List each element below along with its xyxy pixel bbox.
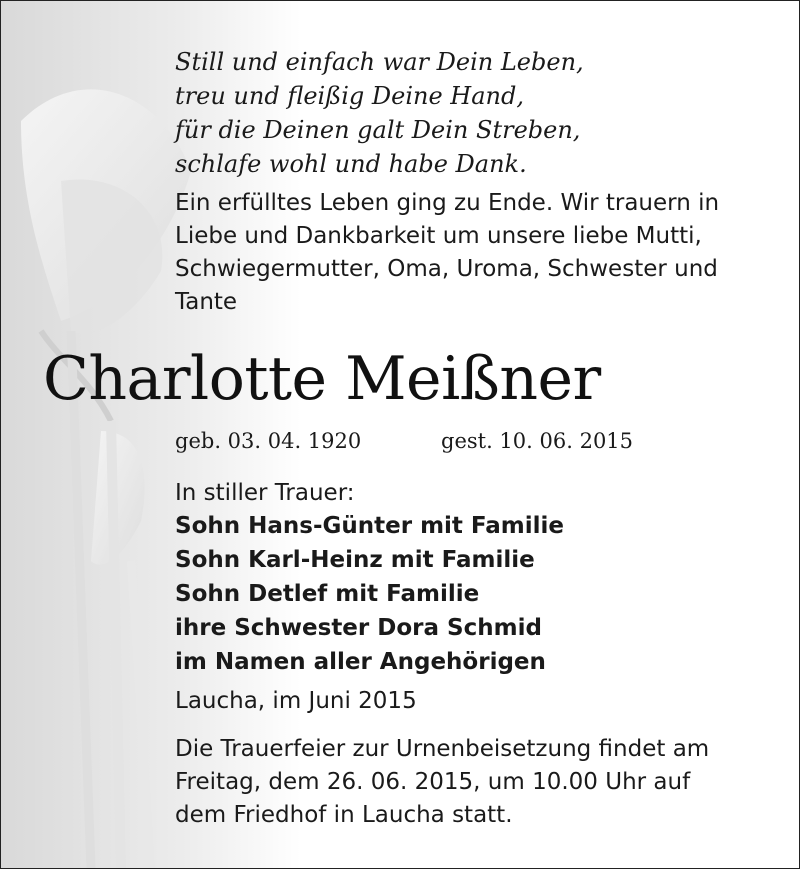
poem-line: schlafe wohl und habe Dank. [175, 150, 527, 178]
intro-line: Schwiegermutter, Oma, Uroma, Schwester und [175, 256, 718, 282]
mourner-entry: Sohn Karl-Heinz mit Familie [175, 547, 535, 573]
funeral-notice [175, 733, 709, 832]
intro-line: Tante [175, 289, 238, 315]
funeral-line: Freitag, dem 26. 06. 2015, um 10.00 Uhr auf [175, 769, 691, 795]
mourner-entry: Sohn Hans-Günter mit Familie [175, 513, 565, 539]
funeral-line: dem Friedhof in Laucha statt. [175, 802, 513, 828]
deceased-name: Charlotte Meißner [43, 344, 601, 414]
mourner-entry: im Namen aller Angehörigen [175, 649, 546, 675]
mourners-list [175, 510, 564, 680]
place-date: Laucha, im Juni 2015 [175, 688, 417, 714]
mourners-heading: In stiller Trauer: [175, 480, 355, 506]
death-date: gest. 10. 06. 2015 [441, 429, 634, 453]
intro-paragraph [175, 187, 719, 319]
birth-date: geb. 03. 04. 1920 [175, 429, 362, 453]
intro-line: Ein erfülltes Leben ging zu Ende. Wir trauern in [175, 190, 720, 216]
intro-line: Liebe und Dankbarkeit um unsere liebe Mutti, [175, 223, 702, 249]
poem-line: für die Deinen galt Dein Streben, [175, 116, 581, 144]
mourner-entry: Sohn Detlef mit Familie [175, 581, 480, 607]
poem-verse [175, 45, 584, 181]
funeral-line: Die Trauerfeier zur Urnenbeisetzung findet am [175, 736, 710, 762]
poem-line: Still und einfach war Dein Leben, [175, 48, 584, 76]
mourner-entry: ihre Schwester Dora Schmid [175, 615, 542, 641]
poem-line: treu und fleißig Deine Hand, [175, 82, 524, 110]
